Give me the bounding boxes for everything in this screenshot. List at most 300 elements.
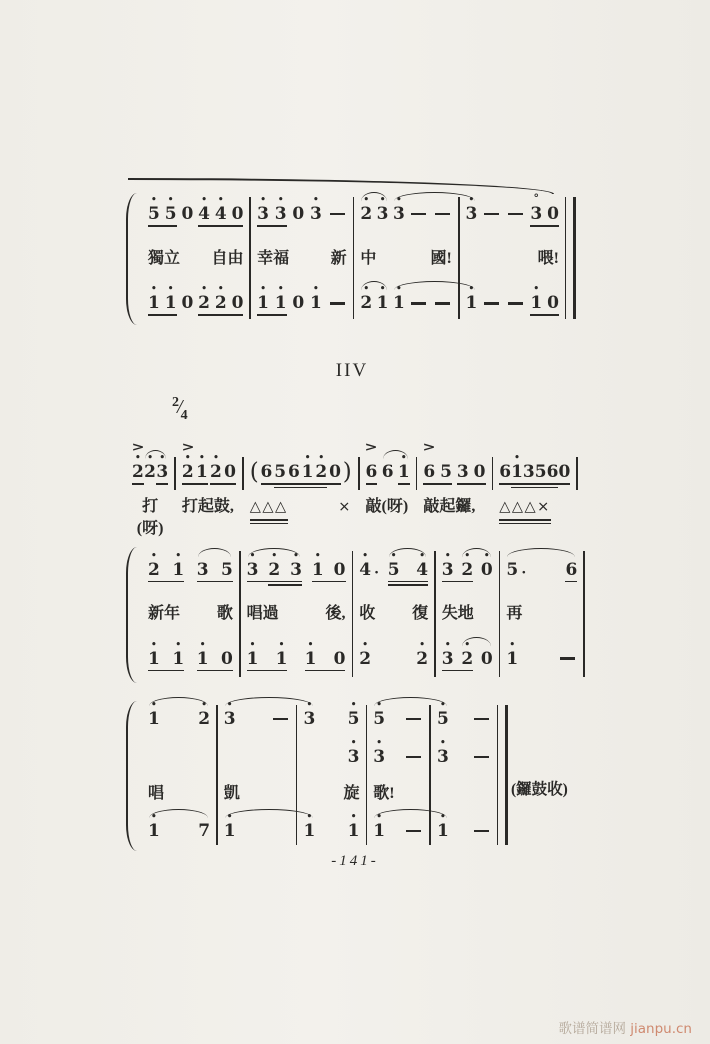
octave-dot: • bbox=[379, 284, 386, 295]
octave-dot: • bbox=[151, 195, 157, 206]
stave-bracket bbox=[126, 193, 137, 325]
accent-mark: > bbox=[364, 439, 378, 455]
page-number: -141- bbox=[331, 853, 379, 869]
lyric-token: 喂! bbox=[537, 249, 559, 267]
dash-token bbox=[560, 657, 575, 659]
lyric-row bbox=[500, 593, 583, 635]
lyric-token: 新 bbox=[330, 249, 347, 267]
measure bbox=[493, 436, 576, 536]
note-token: 2 • bbox=[416, 639, 429, 669]
octave-dot: • bbox=[396, 284, 402, 295]
note-token: 1 • bbox=[311, 550, 324, 580]
note-row bbox=[244, 436, 358, 490]
note-token: 1 • bbox=[257, 284, 270, 314]
note-row bbox=[417, 436, 491, 490]
note-token: 0 bbox=[333, 648, 346, 669]
lyric-row bbox=[460, 237, 565, 282]
note-row bbox=[142, 635, 239, 682]
octave-dot: • bbox=[313, 284, 319, 295]
lyric-row bbox=[353, 593, 434, 635]
note-token: 0 • bbox=[480, 550, 493, 580]
note-token: 1 • bbox=[511, 453, 523, 482]
stave-bracket bbox=[126, 547, 137, 683]
note-row bbox=[367, 812, 429, 850]
watermark-site-name: 歌谱简谱网 bbox=[558, 1021, 626, 1037]
note-row bbox=[431, 700, 497, 738]
octave-dot: • bbox=[175, 550, 182, 561]
note-token: 3 • bbox=[156, 453, 169, 482]
note-token: 1 • bbox=[304, 639, 317, 669]
note-token: 5 · bbox=[506, 559, 527, 581]
octave-dot: • bbox=[135, 453, 141, 463]
final-barline bbox=[497, 705, 508, 845]
octave-dot: • bbox=[314, 550, 321, 561]
note-token: 3 • bbox=[310, 195, 322, 225]
dash-token bbox=[474, 830, 489, 832]
note-token: 0 bbox=[181, 204, 194, 225]
octave-dot: • bbox=[277, 284, 284, 295]
lyric-row bbox=[142, 593, 239, 635]
note-token: 1 • bbox=[301, 453, 314, 482]
note-token: 0 bbox=[547, 293, 559, 314]
note-token: 0 bbox=[333, 559, 346, 580]
note-token: 2 • bbox=[461, 639, 474, 669]
accent-mark: > bbox=[131, 439, 145, 455]
octave-dot: • bbox=[439, 812, 446, 822]
lyric-token: 失地 bbox=[441, 605, 474, 622]
lyric-token: 獨立 bbox=[148, 249, 181, 267]
system-1 bbox=[126, 192, 576, 326]
note-token: 3 • bbox=[393, 195, 405, 225]
dash-token bbox=[406, 718, 421, 720]
measure bbox=[297, 700, 365, 852]
lyric-token: △△△ bbox=[249, 499, 288, 515]
measure bbox=[142, 192, 249, 326]
note-token: 2 • bbox=[214, 284, 227, 314]
note-row bbox=[142, 281, 249, 326]
octave-dot: • bbox=[304, 453, 311, 463]
end-barline bbox=[583, 551, 585, 677]
dash-token bbox=[435, 213, 450, 215]
note-token: 1 • bbox=[376, 284, 389, 314]
note-token: 1 • bbox=[246, 639, 259, 669]
note-token: 3 bbox=[196, 559, 209, 580]
lyric-row bbox=[142, 237, 249, 282]
note-row bbox=[354, 281, 457, 326]
octave-dot: • bbox=[271, 550, 278, 561]
note-token: 1 • bbox=[303, 812, 316, 841]
octave-dot: • bbox=[167, 284, 174, 295]
note-row bbox=[142, 738, 216, 776]
note-row bbox=[241, 546, 352, 593]
dash-token bbox=[508, 213, 523, 215]
octave-dot: • bbox=[260, 195, 266, 206]
time-signature-slash: / bbox=[177, 396, 183, 418]
lyric-token: × bbox=[338, 499, 352, 515]
note-token: 3 • bbox=[441, 639, 454, 669]
octave-dot: • bbox=[390, 550, 397, 561]
lyric-token: △△△× bbox=[499, 499, 551, 515]
octave-dot: • bbox=[514, 453, 520, 463]
lyric-token: 唱過 bbox=[246, 605, 279, 622]
lyric-token: 後, bbox=[325, 605, 346, 622]
lyric-token: 凱 bbox=[223, 785, 240, 802]
note-token: 6 > bbox=[364, 439, 378, 482]
system-4 bbox=[126, 700, 508, 852]
octave-dot: • bbox=[379, 195, 386, 206]
dash-token bbox=[435, 302, 450, 304]
note-token: 5 • bbox=[387, 550, 400, 580]
note-row bbox=[460, 281, 565, 326]
octave-dot: • bbox=[363, 284, 370, 295]
octave-dot: • bbox=[201, 284, 207, 295]
octave-dot: • bbox=[318, 453, 325, 463]
octave-dot: • bbox=[533, 284, 540, 295]
dash-token bbox=[273, 718, 288, 720]
note-row bbox=[500, 635, 583, 682]
note-token: 6 bbox=[499, 462, 512, 482]
note-token: 1 • bbox=[148, 284, 160, 314]
note-token: 0 bbox=[231, 204, 244, 225]
lyric-token: 敲起鑼, bbox=[423, 498, 476, 515]
octave-dot: • bbox=[483, 550, 490, 561]
accent-mark: > bbox=[181, 439, 195, 455]
octave-dot: • bbox=[260, 284, 266, 295]
lyric-token: 再 bbox=[506, 605, 523, 622]
octave-dot: • bbox=[278, 639, 285, 650]
note-token: 5 • bbox=[373, 700, 386, 729]
octave-dot: • bbox=[419, 639, 426, 650]
note-token: 5 bbox=[440, 462, 452, 482]
note-token: 3 • bbox=[223, 700, 236, 729]
note-token: 2 • bbox=[360, 195, 373, 225]
note-row bbox=[142, 192, 249, 237]
octave-dot: • bbox=[226, 700, 233, 710]
lyric-row bbox=[244, 490, 358, 534]
note-token: 2 • bbox=[148, 550, 160, 580]
lyric-row bbox=[354, 237, 457, 282]
lyric-row bbox=[360, 490, 416, 534]
note-row bbox=[241, 635, 352, 682]
note-token: 5 • bbox=[436, 700, 449, 729]
measure bbox=[218, 700, 296, 852]
note-token: 3 • bbox=[303, 700, 316, 729]
note-token: 5 • bbox=[148, 195, 160, 225]
note-token: 1 • bbox=[373, 812, 386, 841]
note-token: 5 • bbox=[164, 195, 177, 225]
octave-dot: • bbox=[313, 195, 319, 206]
lyric-token: 收 bbox=[359, 605, 376, 622]
octave-dot: • bbox=[444, 550, 451, 561]
lyric-token: 復 bbox=[412, 605, 429, 622]
note-token: 5 bbox=[221, 559, 233, 580]
dash-token bbox=[474, 718, 489, 720]
note-token: 2 • bbox=[210, 453, 222, 482]
note-token: 5 • bbox=[347, 700, 360, 729]
note-token: 5 bbox=[534, 462, 547, 482]
measure bbox=[176, 436, 242, 536]
dash-token bbox=[330, 213, 345, 215]
note-row bbox=[367, 700, 429, 738]
note-token: 2 • bbox=[315, 453, 328, 482]
octave-dot: • bbox=[468, 284, 475, 295]
lyric-row bbox=[251, 237, 352, 282]
octave-dot: • bbox=[464, 639, 471, 650]
note-token: 1 • bbox=[148, 639, 160, 669]
stave-bracket bbox=[126, 701, 137, 851]
note-row bbox=[367, 738, 429, 776]
note-token: 1 • bbox=[172, 550, 185, 580]
octave-dot: • bbox=[175, 639, 182, 650]
octave-dot: • bbox=[307, 639, 314, 650]
note-row bbox=[436, 635, 499, 682]
octave-dot: • bbox=[151, 812, 157, 822]
note-token: 2 • bbox=[198, 284, 210, 314]
octave-dot: • bbox=[199, 639, 206, 650]
octave-dot: • bbox=[376, 812, 383, 822]
note-row bbox=[126, 436, 174, 490]
note-token: 0 bbox=[181, 293, 194, 314]
dash-token bbox=[406, 756, 421, 758]
note-row bbox=[460, 192, 565, 237]
note-token: 3 • bbox=[274, 195, 287, 225]
system-3 bbox=[126, 546, 585, 684]
note-row bbox=[360, 436, 416, 490]
octave-dot: • bbox=[350, 700, 357, 710]
octave-dot: • bbox=[151, 550, 157, 561]
octave-dot: • bbox=[213, 453, 219, 463]
octave-dot: • bbox=[400, 453, 407, 463]
octave-dot: • bbox=[217, 284, 224, 295]
note-row bbox=[297, 812, 365, 850]
measure bbox=[460, 192, 565, 326]
note-token: 1 • bbox=[172, 639, 185, 669]
octave-dot: • bbox=[362, 550, 368, 561]
note-token: 6 bbox=[546, 462, 559, 482]
note-token: 3 bbox=[456, 462, 469, 482]
measure bbox=[417, 436, 491, 536]
note-token: 2 • bbox=[359, 639, 372, 669]
augmentation-dot: · bbox=[374, 564, 380, 581]
note-token: 3 • bbox=[373, 738, 386, 767]
measure bbox=[367, 700, 429, 852]
note-token: 2 • bbox=[461, 550, 474, 580]
lyric-token: 歌 bbox=[216, 605, 233, 622]
note-row bbox=[353, 635, 434, 682]
note-token: 0 bbox=[480, 648, 493, 669]
lyric-row bbox=[431, 776, 497, 812]
octave-dot: • bbox=[201, 195, 207, 206]
note-token: 0 bbox=[231, 293, 244, 314]
lyric-row bbox=[241, 593, 352, 635]
note-token: 3 ° bbox=[530, 192, 543, 225]
note-row bbox=[218, 738, 296, 776]
note-token: 7 bbox=[198, 821, 211, 841]
lyric-token: 國! bbox=[430, 249, 452, 267]
note-row bbox=[142, 700, 216, 738]
lyric-row bbox=[218, 776, 296, 812]
percussion-stop-note: (鑼鼓收) bbox=[511, 781, 568, 798]
octave-dot: • bbox=[362, 639, 368, 650]
note-token: 2 • bbox=[198, 700, 211, 729]
octave-dot: • bbox=[184, 453, 191, 463]
watermark-site-url: jianpu.cn bbox=[630, 1021, 692, 1037]
octave-dot: • bbox=[151, 639, 157, 650]
octave-dot: • bbox=[468, 195, 475, 206]
note-row bbox=[142, 812, 216, 850]
note-token: 1 • bbox=[465, 284, 478, 314]
note-token: 1 • bbox=[506, 639, 519, 669]
lyric-row bbox=[176, 490, 242, 534]
octave-dot: • bbox=[293, 550, 299, 561]
note-token: 1 • bbox=[310, 284, 322, 314]
octave-dot: • bbox=[198, 453, 205, 463]
note-token: 2 • bbox=[360, 284, 373, 314]
note-token: 3 • bbox=[465, 195, 478, 225]
note-token: 3 • bbox=[290, 550, 302, 580]
note-row bbox=[251, 192, 352, 237]
octave-dot: • bbox=[509, 639, 516, 650]
octave-dot: • bbox=[464, 550, 471, 561]
note-token: 0 bbox=[547, 204, 559, 225]
note-token: 1 • bbox=[393, 284, 405, 314]
lyric-token: 幸福 bbox=[257, 249, 290, 267]
lyric-row bbox=[297, 776, 365, 812]
note-row bbox=[431, 812, 497, 850]
measure bbox=[142, 546, 239, 684]
measure bbox=[360, 436, 416, 536]
accent-mark: > bbox=[422, 439, 436, 455]
augmentation-dot: · bbox=[521, 564, 527, 581]
note-token: 1 • bbox=[274, 284, 287, 314]
octave-dot: • bbox=[151, 700, 157, 710]
note-row bbox=[493, 436, 576, 490]
measure bbox=[241, 546, 352, 684]
dash-token bbox=[484, 302, 499, 304]
octave-dot: • bbox=[396, 195, 402, 206]
lyric-row bbox=[367, 776, 429, 812]
dash-token bbox=[484, 213, 499, 215]
note-token: 1 • bbox=[436, 812, 449, 841]
note-token: 6 bbox=[565, 559, 578, 580]
octave-dot: • bbox=[444, 639, 451, 650]
note-token: 0 bbox=[292, 204, 305, 225]
note-token: 1 • bbox=[223, 812, 236, 841]
note-row bbox=[218, 812, 296, 850]
octave-dot: • bbox=[439, 738, 446, 748]
note-token: 6 bbox=[287, 462, 300, 482]
note-token: 6 bbox=[260, 462, 273, 482]
note-token: 3 • bbox=[376, 195, 389, 225]
note-token: 3 bbox=[522, 462, 535, 482]
lyric-token: 自由 bbox=[211, 249, 244, 267]
octave-dot: • bbox=[439, 700, 446, 710]
note-token: 1 • bbox=[148, 700, 160, 729]
dash-token bbox=[411, 213, 426, 215]
note-token: 4 • bbox=[198, 195, 210, 225]
measure bbox=[244, 436, 358, 536]
octave-dot: • bbox=[350, 812, 357, 822]
octave-dot: • bbox=[419, 550, 426, 561]
watermark bbox=[558, 1017, 692, 1037]
lyric-row bbox=[142, 776, 216, 812]
note-row bbox=[297, 700, 365, 738]
octave-dot: • bbox=[306, 700, 313, 710]
note-token bbox=[303, 747, 312, 767]
note-token: 1 • bbox=[195, 453, 208, 482]
ring-mark: ° bbox=[533, 192, 539, 206]
measure bbox=[354, 192, 457, 326]
note-token: 0 bbox=[329, 462, 341, 482]
note-token: 2 • > bbox=[131, 439, 145, 482]
octave-dot: • bbox=[306, 812, 313, 822]
time-signature bbox=[172, 395, 188, 423]
note-token: 0 bbox=[221, 648, 233, 669]
dash-token bbox=[508, 302, 523, 304]
note-token: 6 > bbox=[422, 439, 436, 482]
note-token: 0 bbox=[473, 462, 486, 482]
end-barline bbox=[576, 457, 578, 490]
note-token: 3 • bbox=[436, 738, 449, 767]
note-row bbox=[142, 546, 239, 593]
section-heading: IIV bbox=[335, 360, 369, 381]
note-row bbox=[431, 738, 497, 776]
note-token: 4 • · bbox=[359, 550, 380, 581]
dash-token bbox=[411, 302, 426, 304]
note-token: 1 • bbox=[148, 812, 160, 841]
octave-dot: • bbox=[376, 700, 383, 710]
octave-dot: • bbox=[363, 195, 370, 206]
note-token: ( bbox=[249, 459, 259, 485]
note-token: 3 • bbox=[257, 195, 270, 225]
note-token: 1 • bbox=[347, 812, 360, 841]
note-token: 3 • bbox=[441, 550, 454, 580]
lyric-token: 敲(呀) bbox=[365, 498, 409, 515]
octave-dot: • bbox=[217, 195, 224, 206]
note-token: 3 • bbox=[347, 738, 360, 767]
lyric-row bbox=[436, 593, 499, 635]
note-token: 4 • bbox=[214, 195, 227, 225]
measure bbox=[500, 546, 583, 684]
note-token: 4 • bbox=[416, 550, 429, 580]
dash-token bbox=[474, 756, 489, 758]
octave-dot: • bbox=[167, 195, 174, 206]
octave-dot: • bbox=[277, 195, 284, 206]
note-token: 2 • bbox=[144, 453, 156, 482]
note-token: 0 bbox=[558, 462, 571, 482]
octave-dot: • bbox=[376, 738, 383, 748]
note-token: 1 • bbox=[275, 639, 288, 669]
octave-dot: • bbox=[350, 738, 357, 748]
time-signature-numerator: 2 bbox=[172, 395, 179, 410]
measure bbox=[431, 700, 497, 852]
octave-dot: • bbox=[151, 284, 157, 295]
measure bbox=[126, 436, 174, 536]
lyric-token: 旋 bbox=[343, 785, 360, 802]
dash-token bbox=[406, 830, 421, 832]
measure bbox=[436, 546, 499, 684]
lyric-token: 新年 bbox=[148, 605, 181, 622]
note-row bbox=[436, 546, 499, 593]
note-row bbox=[251, 281, 352, 326]
lyric-token: 打起鼓, bbox=[181, 498, 234, 515]
lyric-row bbox=[493, 490, 576, 534]
lyric-token: 歌! bbox=[373, 785, 395, 802]
octave-dot: • bbox=[147, 453, 153, 463]
note-token: 1 • bbox=[397, 453, 410, 482]
note-token: 2 • bbox=[268, 550, 281, 580]
measure bbox=[353, 546, 434, 684]
